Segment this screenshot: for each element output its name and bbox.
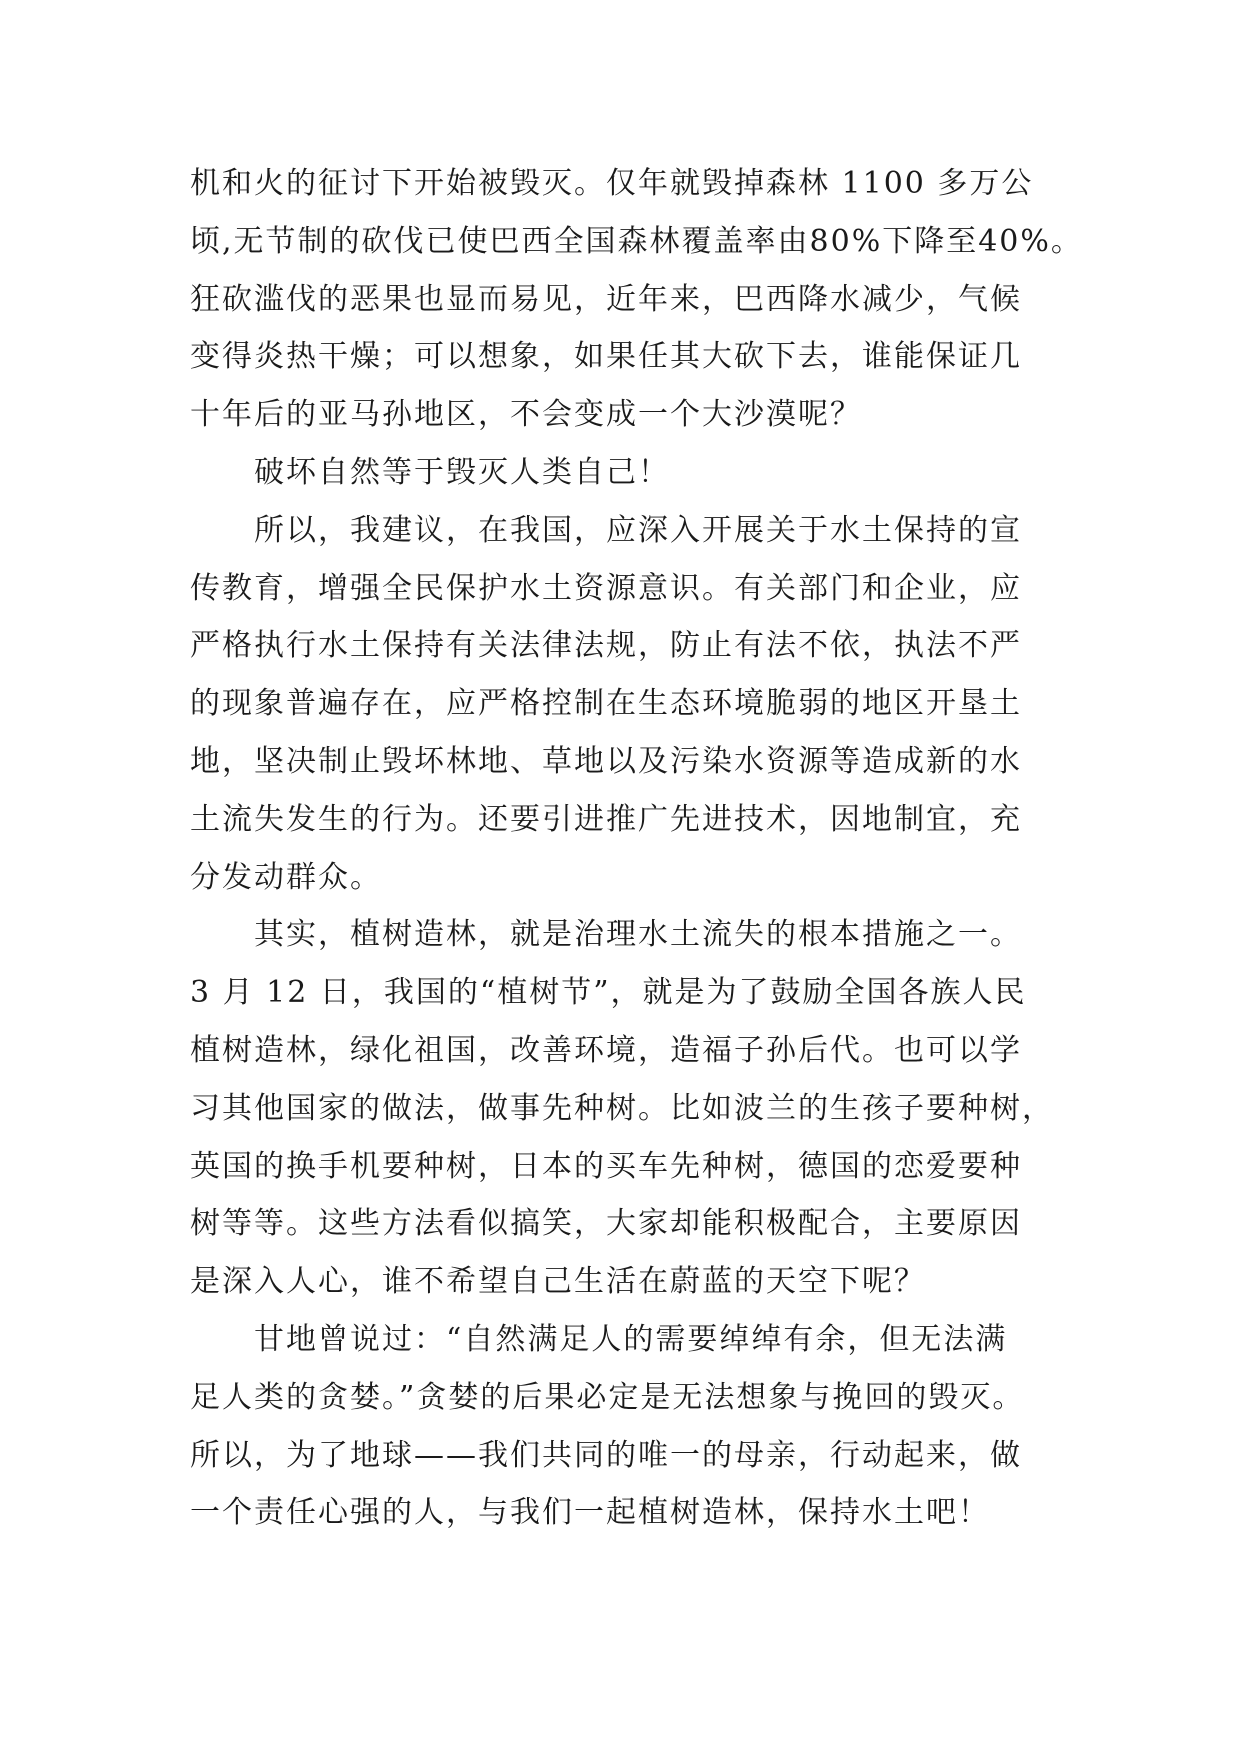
body-text xyxy=(190,155,1083,1542)
text-line: 严格执行水土保持有关法律法规，防止有法不依，执法不严 xyxy=(190,628,1022,664)
text-line: 顷,无节制的砍伐已使巴西全国森林覆盖率由80%下降至40%。 xyxy=(190,223,1083,259)
text-line: 破坏自然等于毁灭人类自己！ xyxy=(254,454,670,490)
text-line: 狂砍滥伐的恶果也显而易见，近年来，巴西降水减少，气候 xyxy=(190,281,1022,317)
text-line: 其实，植树造林，就是治理水土流失的根本措施之一。 xyxy=(254,917,1022,953)
text-line: 机和火的征讨下开始被毁灭。仅年就毁掉森林 1100 多万公 xyxy=(190,166,1034,201)
text-line: 树等等。这些方法看似搞笑，大家却能积极配合，主要原因 xyxy=(190,1206,1022,1242)
text-line: 传教育，增强全民保护水土资源意识。有关部门和企业，应 xyxy=(190,570,1022,606)
text-line: 土流失发生的行为。还要引进推广先进技术，因地制宜，充 xyxy=(190,801,1022,837)
text-line: 英国的换手机要种树，日本的买车先种树，德国的恋爱要种 xyxy=(190,1148,1022,1184)
text-line: 十年后的亚马孙地区，不会变成一个大沙漠呢？ xyxy=(190,397,862,433)
text-line: 所以，为了地球——我们共同的唯一的母亲，行动起来，做 xyxy=(190,1437,1022,1473)
text-line: 变得炎热干燥；可以想象，如果任其大砍下去，谁能保证几 xyxy=(190,339,1022,375)
text-line: 3 月 12 日，我国的“植树节”，就是为了鼓励全国各族人民 xyxy=(190,975,1027,1011)
text-line: 是深入人心，谁不希望自己生活在蔚蓝的天空下呢？ xyxy=(190,1264,926,1300)
text-line: 分发动群众。 xyxy=(190,859,382,895)
text-line: 足人类的贪婪。”贪婪的后果必定是无法想象与挽回的毁灭。 xyxy=(190,1379,1025,1415)
text-line: 地，坚决制止毁坏林地、草地以及污染水资源等造成新的水 xyxy=(190,743,1022,779)
text-line: 习其他国家的做法，做事先种树。比如波兰的生孩子要种树， xyxy=(190,1090,1054,1126)
text-line: 所以，我建议，在我国，应深入开展关于水土保持的宣 xyxy=(254,512,1022,548)
text-line: 植树造林，绿化祖国，改善环境，造福子孙后代。也可以学 xyxy=(190,1032,1022,1068)
text-line: 的现象普遍存在，应严格控制在生态环境脆弱的地区开垦土 xyxy=(190,686,1022,722)
text-line: 甘地曾说过：“自然满足人的需要绰绰有余，但无法满 xyxy=(254,1321,1008,1357)
text-line: 一个责任心强的人，与我们一起植树造林，保持水土吧！ xyxy=(190,1495,990,1531)
